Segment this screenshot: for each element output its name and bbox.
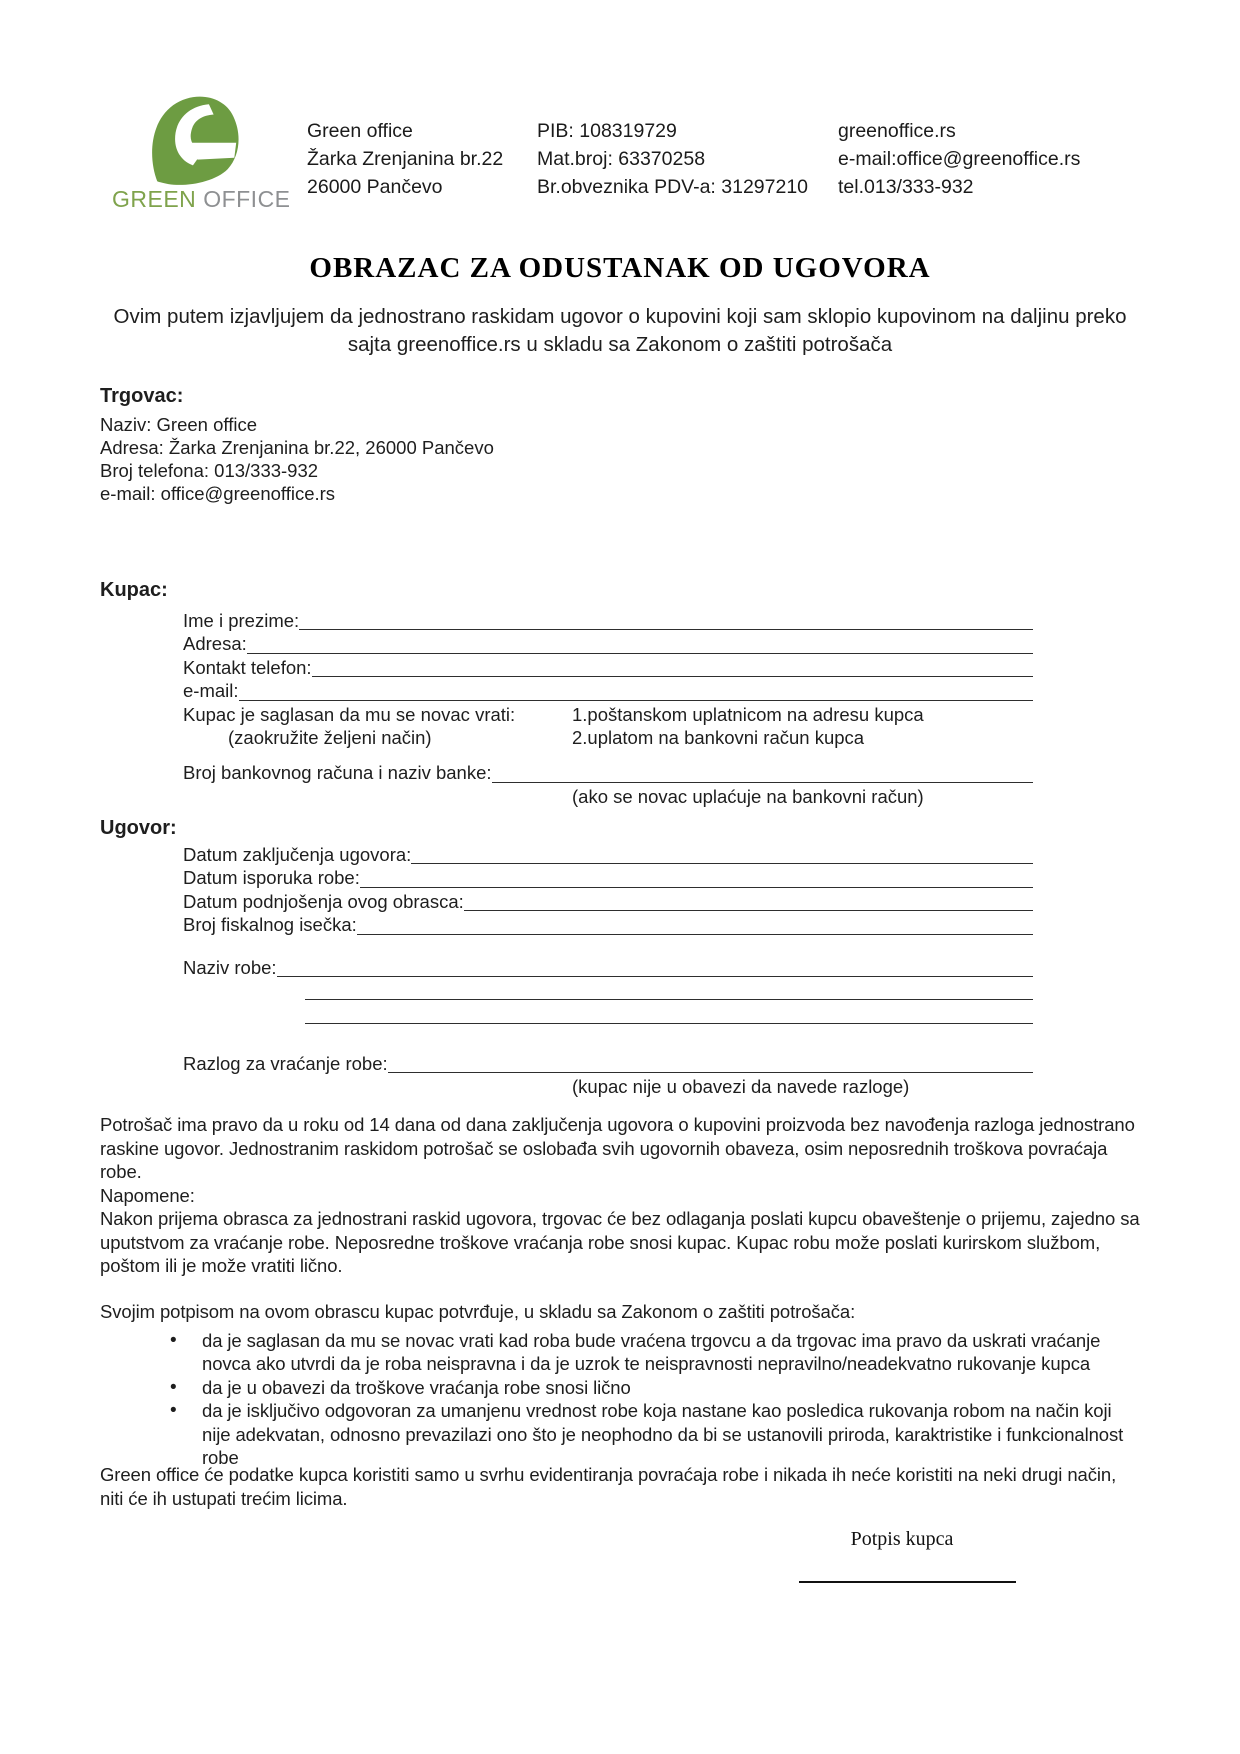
field-label: Datum isporuka robe: bbox=[183, 867, 360, 889]
field-label: Broj bankovnog računa i naziv banke: bbox=[183, 762, 492, 784]
company-pib: PIB: 108319729 bbox=[537, 120, 677, 142]
company-pdv: Br.obveznika PDV-a: 31297210 bbox=[537, 176, 809, 198]
refund-method-sublabel: (zaokružite željeni način) bbox=[228, 726, 432, 748]
field-blank-adresa[interactable] bbox=[247, 653, 1033, 654]
form-row-bank bbox=[183, 762, 1033, 785]
field-blank-razlog[interactable] bbox=[388, 1072, 1033, 1073]
confirmation-bullet-list bbox=[100, 1329, 1142, 1470]
field-blank-kontakt-telefon[interactable] bbox=[312, 676, 1033, 677]
field-label: Datum podnjošenja ovog obrasca: bbox=[183, 890, 464, 912]
field-blank-datum-isporuke[interactable] bbox=[360, 887, 1033, 888]
napomene-label: Napomene: bbox=[100, 1184, 195, 1206]
field-label: Adresa: bbox=[183, 633, 247, 655]
section-kupac bbox=[100, 578, 1142, 809]
form-row-email bbox=[183, 680, 1033, 703]
form-row-adresa bbox=[183, 633, 1033, 656]
confirmation-bullet: • da je isključivo odgovoran za umanjenu vrednost robe koja nastane kao posledica rukovanja robom na način koji nije adekvatan, odnosno prevazilazi ono što je neophodno da bi se ustanovili priroda, karaktristike i funkcionalnost robe bbox=[168, 1399, 1142, 1470]
field-blank-datum-zakljucenja[interactable] bbox=[411, 863, 1033, 864]
field-label: Kontakt telefon: bbox=[183, 656, 312, 678]
form-row-kontakt-telefon bbox=[183, 657, 1033, 680]
confirmation-bullet: • da je u obavezi da troškove vraćanja robe snosi lično bbox=[168, 1376, 1142, 1400]
field-label: Ime i prezime: bbox=[183, 610, 300, 631]
trgovac-naziv: Naziv: Green office bbox=[100, 414, 257, 435]
field-blank-naziv-robe-2[interactable] bbox=[305, 999, 1033, 1000]
field-blank-fiskalni-isecak[interactable] bbox=[357, 934, 1033, 935]
form-row-fiskalni-isecak bbox=[183, 914, 1033, 937]
field-label: Broj fiskalnog isečka: bbox=[183, 914, 357, 936]
company-city: 26000 Pančevo bbox=[307, 176, 443, 198]
form-row-naziv-robe bbox=[183, 957, 1033, 980]
logo-wordmark-office: OFFICE bbox=[203, 186, 291, 212]
company-phone: tel.013/333-932 bbox=[838, 176, 974, 198]
confirmation-bullet: • da je saglasan da mu se novac vrati kad roba bude vraćena trgovcu a da trgovac ima pravo da uskrati vraćanje novca ako utvrdi da je roba neispravna i da je uzrok te neispravnosti nepravilno/neadekvatno rukovanje kupca bbox=[168, 1329, 1142, 1376]
trgovac-telefon: Broj telefona: 013/333-932 bbox=[100, 460, 319, 481]
section-ugovor bbox=[100, 816, 1142, 1100]
legal-paragraph-1: Potrošač ima pravo da u roku od 14 dana od dana zaključenja ugovora o kupovini proizvoda bez navođenja razloga jednostrano raskine ugovor. Jednostranim raskidom potrošač se oslobađa svih ugovornih obaveza, osim neposrednih troškova povraćaja robe. bbox=[100, 1114, 1135, 1182]
header-registry-column bbox=[537, 117, 808, 201]
signature-line[interactable] bbox=[799, 1581, 1016, 1583]
privacy-statement: Green office će podatke kupca koristiti samo u svrhu evidentiranja povraćaja robe i nikada ih neće koristiti na neki drugi način, niti će ih ustupati trećim licima. bbox=[100, 1464, 1117, 1509]
field-label: e-mail: bbox=[183, 680, 239, 702]
legal-paragraphs bbox=[100, 1113, 1142, 1278]
trgovac-email: e-mail: office@greenoffice.rs bbox=[100, 483, 336, 504]
form-row-ime-prezime bbox=[183, 610, 1033, 633]
field-blank-naziv-robe[interactable] bbox=[277, 976, 1033, 977]
refund-option-1[interactable]: 1.poštanskom uplatnicom na adresu kupca bbox=[572, 703, 924, 725]
company-mat-broj: Mat.broj: 63370258 bbox=[537, 148, 706, 170]
form-row-datum-isporuke bbox=[183, 867, 1033, 890]
form-row-datum-zakljucenja bbox=[183, 844, 1033, 867]
refund-method-label: Kupac je saglasan da mu se novac vrati: bbox=[183, 703, 516, 725]
green-office-logo bbox=[112, 92, 291, 213]
field-blank-bank[interactable] bbox=[492, 782, 1033, 783]
field-label: Razlog za vraćanje robe: bbox=[183, 1052, 388, 1074]
document-title: OBRAZAC ZA ODUSTANAK OD UGOVORA bbox=[309, 252, 931, 284]
legal-paragraph-2: Nakon prijema obrasca za jednostrani raskid ugovora, trgovac će bez odlaganja poslati kupcu obaveštenje o prijemu, zajedno sa uputstvom za vraćanje robe. Neposredne troškove vraćanja robe snosi kupac. Kupac robu može poslati kurirskom službom, poštom ili je može vratiti lično. bbox=[100, 1208, 1140, 1276]
refund-method-subrow bbox=[183, 727, 1033, 750]
bank-note: (ako se novac uplaćuje na bankovni račun) bbox=[572, 785, 924, 807]
logo-g-icon bbox=[143, 92, 241, 186]
field-blank-email[interactable] bbox=[239, 700, 1033, 701]
trgovac-heading: Trgovac: bbox=[100, 385, 184, 407]
company-website: greenoffice.rs bbox=[838, 120, 956, 142]
field-label: Datum zaključenja ugovora: bbox=[183, 844, 412, 865]
form-row-naziv-robe-cont bbox=[183, 1003, 1033, 1026]
trgovac-adresa: Adresa: Žarka Zrenjanina br.22, 26000 Pančevo bbox=[100, 437, 494, 458]
logo-wordmark bbox=[112, 186, 291, 213]
company-street: Žarka Zrenjanina br.22 bbox=[307, 148, 504, 170]
form-row-razlog bbox=[183, 1053, 1033, 1076]
section-trgovac bbox=[100, 384, 1142, 505]
signature-label: Potpis kupca bbox=[850, 1528, 954, 1550]
razlog-note: (kupac nije u obavezi da navede razloge) bbox=[572, 1076, 910, 1098]
form-row-datum-podnosenja bbox=[183, 891, 1033, 914]
intro-statement: Ovim putem izjavljujem da jednostrano raskidam ugovor o kupovini koji sam sklopio kupovinom na daljinu preko sajta greenoffice.rs u skladu sa Zakonom o zaštiti potrošača bbox=[113, 305, 1127, 356]
confirmation-block bbox=[100, 1300, 1142, 1470]
company-email: e-mail:office@greenoffice.rs bbox=[838, 148, 1081, 170]
logo-wordmark-green: GREEN bbox=[112, 186, 197, 212]
field-label: Naziv robe: bbox=[183, 956, 277, 978]
header-contact-column bbox=[838, 117, 1080, 201]
kupac-heading: Kupac: bbox=[100, 579, 168, 601]
confirm-intro: Svojim potpisom na ovom obrascu kupac potvrđuje, u skladu sa Zakonom o zaštiti potrošača: bbox=[100, 1301, 856, 1322]
form-row-naziv-robe-cont bbox=[183, 980, 1033, 1003]
header-company-column bbox=[307, 117, 503, 201]
ugovor-heading: Ugovor: bbox=[100, 817, 177, 839]
field-blank-ime-prezime[interactable] bbox=[299, 629, 1033, 630]
field-blank-datum-podnosenja[interactable] bbox=[464, 910, 1033, 911]
field-blank-naziv-robe-3[interactable] bbox=[305, 1023, 1033, 1024]
company-name: Green office bbox=[307, 120, 413, 142]
refund-method-row bbox=[183, 704, 1033, 727]
refund-option-2[interactable]: 2.uplatom na bankovni račun kupca bbox=[572, 726, 865, 748]
